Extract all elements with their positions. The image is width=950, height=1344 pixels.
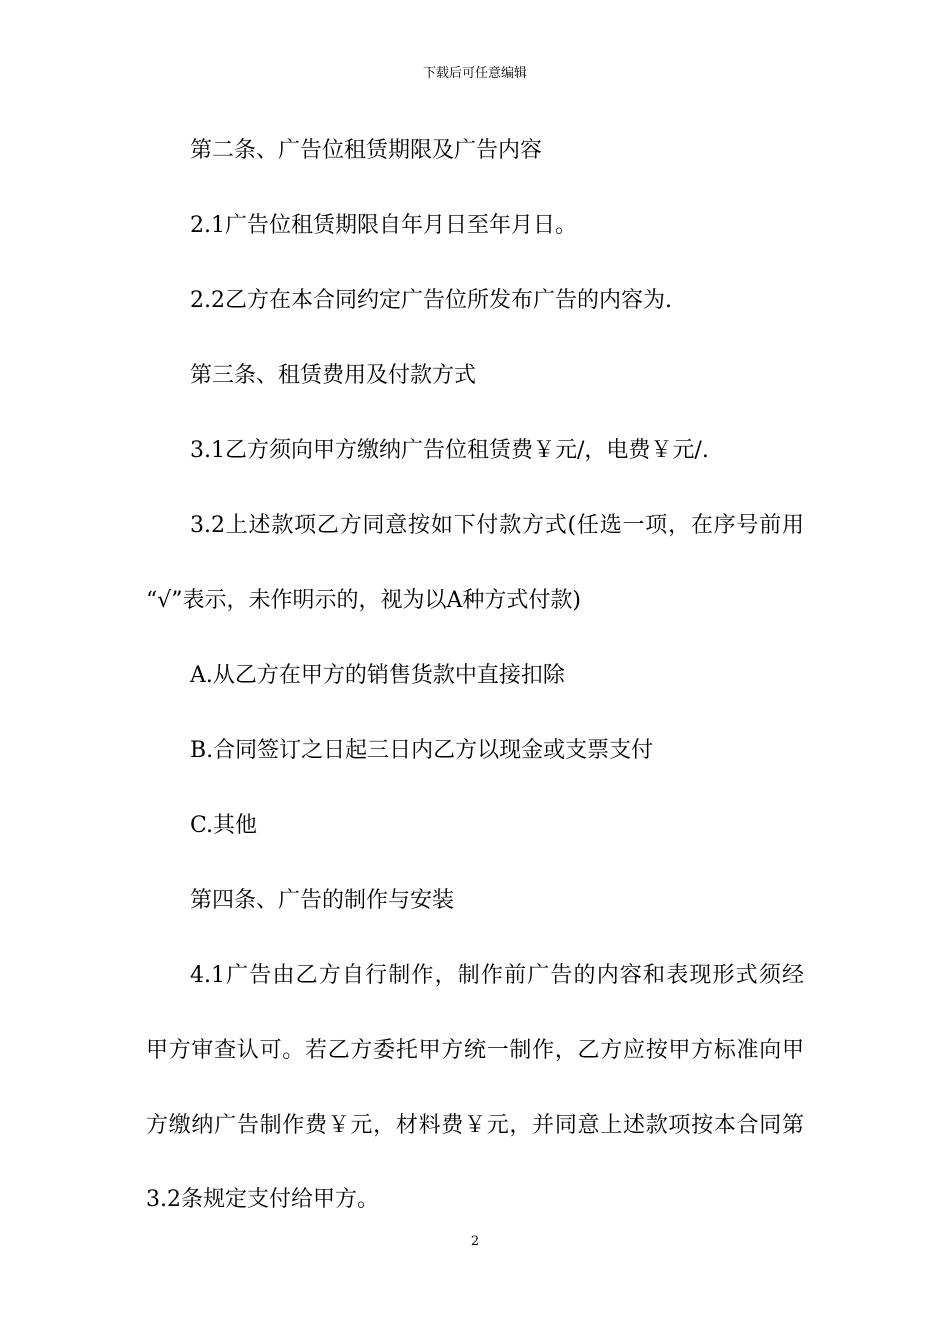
- article-3-heading: 第三条、租赁费用及付款方式: [190, 363, 477, 388]
- clause-2-1: 2.1广告位租赁期限自年月日至年月日。: [190, 213, 577, 238]
- page-header: 下载后可任意编辑: [422, 66, 527, 81]
- clause-2-2: 2.2乙方在本合同约定广告位所发布广告的内容为.: [190, 288, 672, 313]
- clause-3-2-line-2: “√”表示，未作明示的，视为以A种方式付款): [146, 588, 581, 613]
- option-c: C.其他: [190, 813, 258, 838]
- clause-3-2-line-1: 3.2上述款项乙方同意按如下付款方式(任选一项，在序号前用: [190, 513, 804, 538]
- clause-4-1-line-4: 3.2条规定支付给甲方。: [146, 1187, 379, 1212]
- option-a: A.从乙方在甲方的销售货款中直接扣除: [190, 663, 565, 688]
- article-4-heading: 第四条、广告的制作与安装: [190, 888, 455, 913]
- clause-4-1-line-3: 方缴纳广告制作费￥元，材料费￥元，并同意上述款项按本合同第: [146, 1113, 804, 1138]
- clause-3-1: 3.1乙方须向甲方缴纳广告位租赁费￥元/，电费￥元/.: [190, 438, 709, 463]
- page-number: 2: [470, 1234, 480, 1249]
- option-b: B.合同签订之日起三日内乙方以现金或支票支付: [190, 738, 654, 763]
- clause-4-1-line-2: 甲方审查认可。若乙方委托甲方统一制作，乙方应按甲方标准向甲: [146, 1038, 804, 1063]
- clause-4-1-line-1: 4.1广告由乙方自行制作，制作前广告的内容和表现形式须经: [190, 963, 804, 988]
- article-2-heading: 第二条、广告位租赁期限及广告内容: [190, 138, 543, 163]
